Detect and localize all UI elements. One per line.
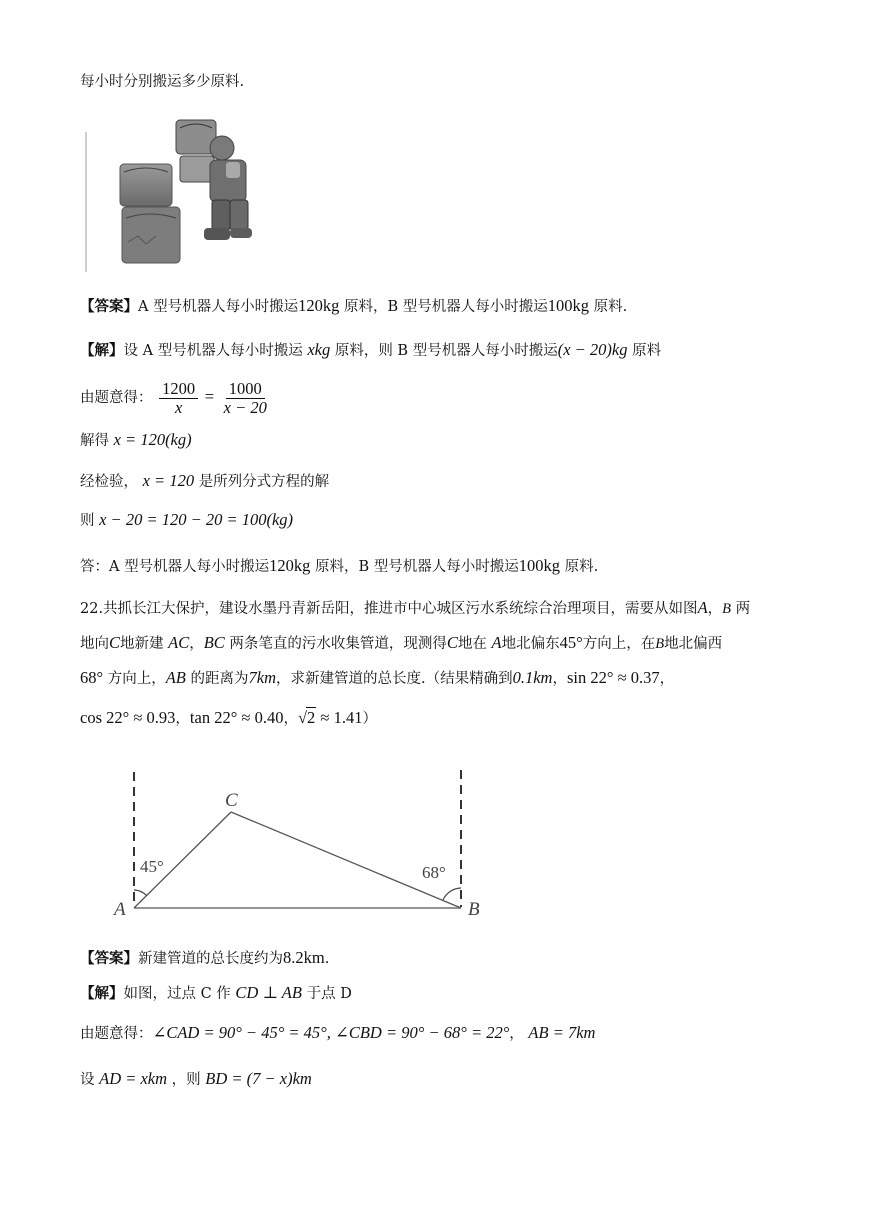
answer-tag: 【答案】 (80, 298, 138, 315)
problem-text: ，求新建管道的总长度.（结果精确到 (276, 671, 513, 687)
check-expression: x = 120 (142, 471, 195, 490)
problem-text: 地新建 (120, 636, 164, 652)
problem-text: ， (175, 711, 190, 727)
point-label: C (446, 633, 458, 652)
problem-text: 方向上， (107, 671, 166, 687)
robot-illustration (80, 112, 260, 277)
answer-a-value: 120kg (298, 296, 340, 315)
sin-value: sin 22° ≈ 0.37 (566, 668, 660, 687)
final-b-value: 100kg (518, 556, 560, 575)
solution-text: 原料 (632, 343, 662, 359)
check-label: 经检验， (80, 474, 138, 490)
angle-value: 68° (80, 668, 104, 687)
label-a: A (114, 899, 126, 920)
answer-tag: 【答案】 (80, 950, 138, 967)
point-label: C (109, 633, 121, 652)
problem-text: ， (659, 671, 675, 687)
q21-then-line (80, 510, 293, 531)
fraction-numerator: 1000 (226, 380, 265, 399)
answer-b-value: 100kg (547, 296, 589, 315)
then-label: 则 (80, 513, 95, 529)
precision-value: 0.1km (512, 668, 553, 687)
angle-label-45: 45° (140, 857, 164, 876)
sqrt-argument: 2 (307, 708, 316, 727)
answer-text: 原料. (593, 299, 628, 315)
equation-label: 由题意得： (80, 1026, 153, 1042)
perpendicular-expression: CD ⊥ AB (235, 983, 302, 1002)
q21-solve-line (80, 430, 192, 451)
problem-text: 22.共抓长江大保护，建设水墨丹青新岳阳，推进市中心城区污水系统综合治理项目，需要从如图 (80, 601, 698, 617)
solution-tag: 【解】 (80, 342, 124, 359)
problem-text: ， (189, 636, 204, 652)
ab-length: AB = 7km (528, 1023, 596, 1042)
distance-value: 7km (248, 668, 276, 687)
equals-sign: = (204, 387, 215, 406)
problem-text: ） (362, 711, 377, 727)
final-text: 答：A 型号机器人每小时搬运 (80, 559, 270, 575)
answer-text: A 型号机器人每小时搬运 (138, 299, 299, 315)
problem-text: ， (707, 601, 723, 617)
point-label: A (491, 633, 502, 652)
problem-text: ， (283, 711, 298, 727)
set-label: 设 (80, 1072, 95, 1088)
q22-solution-line-2 (80, 1023, 595, 1044)
then-expression: x − 20 = 120 − 20 = 100(kg) (99, 510, 294, 529)
solution-text: 原料，则 B 型号机器人每小时搬运 (334, 343, 558, 359)
label-b: B (468, 899, 480, 920)
tan-value: tan 22° ≈ 0.40 (189, 708, 284, 727)
point-label: B (655, 636, 665, 652)
solution-text: 如图，过点 C 作 (123, 986, 231, 1002)
q22-solution-line-1 (80, 983, 352, 1004)
problem-text: ， (552, 671, 567, 687)
sqrt-expression: √2 ≈ 1.41 (297, 708, 363, 727)
q22-solution-line-3 (80, 1069, 312, 1090)
point-label: A (697, 598, 708, 617)
solve-expression: x = 120(kg) (113, 430, 192, 449)
sqrt-value: ≈ 1.41 (320, 708, 363, 727)
q21-check-line (80, 471, 329, 492)
segment-label: BC (203, 633, 225, 652)
q22-line-1 (80, 598, 750, 619)
problem-text: 两 (735, 601, 751, 617)
final-text: 原料. (564, 559, 599, 575)
angle-label-68: 68° (422, 863, 446, 882)
solution-tag: 【解】 (80, 985, 124, 1002)
q22-line-4 (80, 707, 377, 729)
intro-line: 每小时分别搬运多少原料. (80, 74, 245, 90)
point-label: B (722, 601, 732, 617)
problem-text: 的距离为 (190, 671, 249, 687)
fraction-denominator: x (174, 397, 183, 417)
answer-text: 新建管道的总长度约为 (138, 951, 283, 967)
problem-text: 地在 (457, 636, 487, 652)
check-text: 是所列分式方程的解 (198, 474, 330, 490)
solution-text: 于点 D (306, 986, 352, 1002)
q21-equation-line (80, 378, 272, 417)
q22-answer-line (80, 948, 329, 969)
fraction-denominator: x − 20 (223, 397, 267, 417)
problem-text: 地向 (80, 636, 109, 652)
final-text: 原料，B 型号机器人每小时搬运 (314, 559, 519, 575)
q21-solution-set-line (80, 340, 661, 361)
final-a-value: 120kg (269, 556, 311, 575)
fraction-1 (159, 380, 198, 417)
q21-answer-line (80, 296, 627, 317)
angle-arc-a (134, 890, 147, 896)
cos-value: cos 22° ≈ 0.93 (80, 708, 176, 727)
angle-equations: ∠CAD = 90° − 45° = 45°, ∠CBD = 90° − 68° = 22° (152, 1023, 510, 1042)
label-c: C (225, 790, 238, 811)
solution-text: ，则 (171, 1072, 201, 1088)
robot-carrying-boxes-image (80, 112, 260, 277)
ad-length: AD = xkm (99, 1069, 168, 1088)
segment-label: AB (165, 668, 186, 687)
segment-label: AC (168, 633, 190, 652)
bd-length: BD = (7 − x)km (205, 1069, 312, 1088)
q22-line-3 (80, 668, 674, 689)
answer-text: . (324, 951, 330, 967)
problem-text: 两条笔直的污水收集管道，现测得 (229, 636, 447, 652)
triangle-figure (100, 762, 500, 927)
q21-final-line (80, 556, 598, 577)
problem-text: 方向上，在 (582, 636, 656, 652)
solution-text: 设 A 型号机器人每小时搬运 (123, 343, 303, 359)
equation-label: 由题意得： (80, 390, 153, 406)
angle-arc-b (443, 888, 461, 900)
problem-text: 地北偏东 (501, 636, 560, 652)
angle-value: 45° (559, 633, 583, 652)
solve-label: 解得 (80, 433, 109, 449)
fraction-numerator: 1200 (159, 380, 198, 399)
answer-text: 原料，B 型号机器人每小时搬运 (343, 299, 548, 315)
variable-x: xkg (307, 340, 331, 359)
segment-bc (231, 812, 461, 908)
fraction-2 (221, 380, 270, 417)
problem-text: 地北偏西 (664, 636, 723, 652)
expression: (x − 20)kg (557, 340, 628, 359)
q22-line-2 (80, 633, 722, 654)
solution-text: ， (509, 1026, 524, 1042)
triangle-diagram (100, 762, 500, 927)
answer-value: 8.2km (283, 948, 325, 967)
